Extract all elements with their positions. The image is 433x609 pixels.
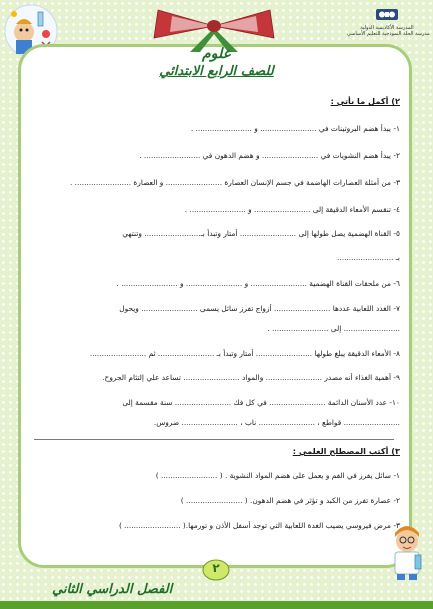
question-line: ٨- الأمعاء الدقيقة يبلغ طولها ........................ أمتار وتبدأ بـ ........................ ثم ........................: [89, 349, 400, 358]
question-line: ........................ قواطع ، ........................ ناب ، ........................ ضروس.: [153, 418, 400, 427]
question-line: ١٠- عدد الأسنان الدائمة ........................ في كل فك ........................ سنة مقسمة إلى: [122, 398, 400, 407]
page-subtitle: للصف الرابع الابتدائي: [159, 64, 274, 79]
logo-line2: مدرسة الحلة النموذجية للتعليم الأساسي: [347, 31, 430, 37]
question-line: ٦- من ملحقات القناة الهضمية ........................ و ........................ و ........................ .: [116, 279, 400, 288]
section3-title: ٣) أكتب المصطلح العلمي :: [292, 446, 400, 456]
bottom-band: [0, 601, 433, 609]
question-line: ٥- القناة الهضمية يصل طولها إلى ........................ أمتار وتبدأ بـ........................ وتنتهي: [122, 229, 400, 238]
term-line: ٣- مرض فيروسي يصيب الغدة اللعابية التي توجد أسفل الأذن و تورمها.( ........................ ): [118, 521, 400, 530]
page-number-badge: [202, 559, 230, 581]
school-logo-icon: [375, 7, 399, 21]
scientist-character-icon: [385, 525, 429, 581]
question-line: بـ ........................: [337, 253, 400, 262]
question-line: ١- يبدأ هضم البروتينات في ........................ و ........................ .: [190, 124, 400, 133]
question-line: ٩- أهمية الغذاء أنه مصدر ........................ والمواد ........................ تساعد علي إلتئام الجروح.: [102, 373, 400, 382]
question-line: ٤- تنقسم الأمعاء الدقيقة إلى ........................ و ........................ .: [184, 205, 400, 214]
page-number: ٢: [212, 561, 220, 575]
footer-title: الفصل الدراسي الثاني: [52, 582, 173, 597]
term-line: ٢- عصارة تفرز من الكبد و تؤثر في هضم الدهون. ( ........................ ): [180, 496, 400, 505]
question-line: ٣- من أمثلة العصارات الهاضمة في جسم الإنسان العصارة ........................ و العصارة ........................ .: [69, 178, 400, 187]
school-logo: [347, 6, 430, 37]
question-line: ........................ إلى ........................ .: [267, 324, 400, 333]
question-line: ٢- يبدأ هضم النشويات في ........................ و هضم الدهون في ........................ .: [139, 151, 400, 160]
term-line: ١- سائل يفرز في الفم و يعمل على هضم المواد النشوية . ( ........................ ): [155, 471, 400, 480]
logo-line1: المدرسة الأكاديمية الدولية: [360, 25, 414, 31]
section-divider: [34, 439, 394, 440]
section2-title: ٢) أكمل ما يأتي :: [330, 96, 400, 106]
question-line: ٧- الغدد اللعابية عددها ........................ أزواج تفرز سائل يسمى ........................ ويحول: [119, 304, 400, 313]
page-title: علوم: [202, 46, 231, 62]
